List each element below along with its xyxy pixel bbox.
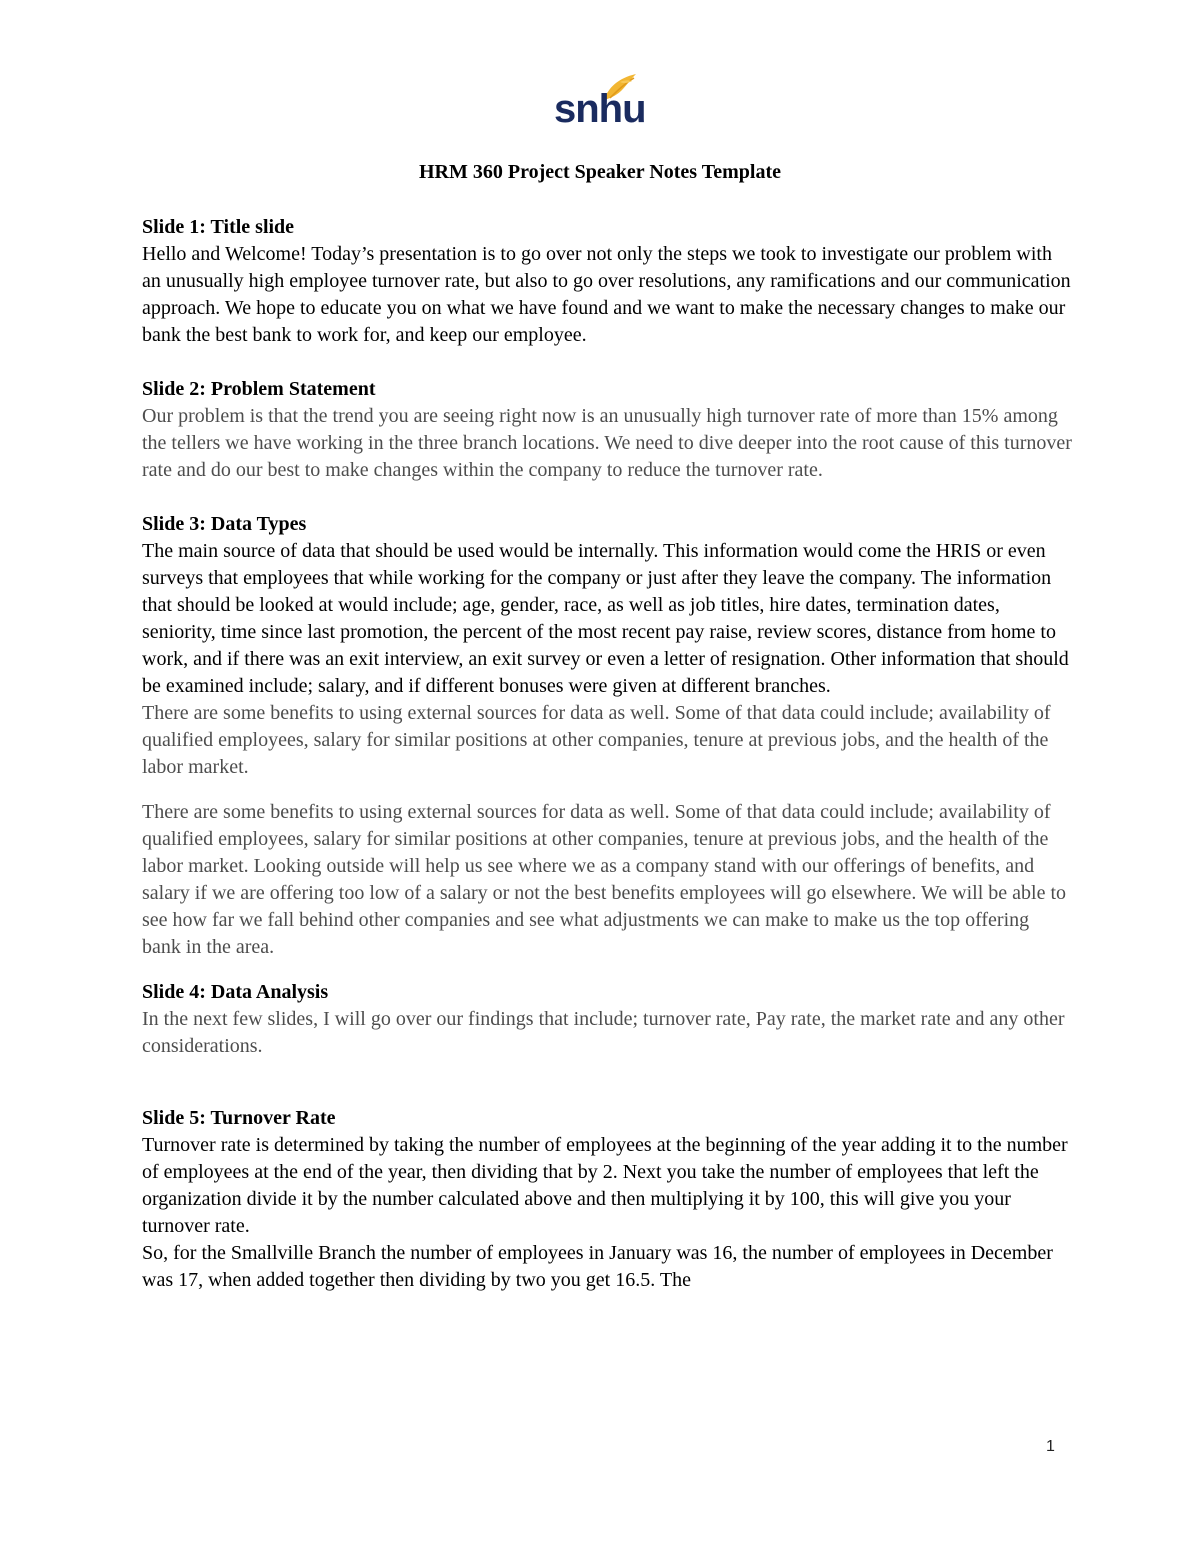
slide-1-paragraph: Hello and Welcome! Today’s presentation is to go over not only the steps we took to investigate our problem with an unusually high employee turnover rate, but also to go over resolutions, any ramifications and our communication approach. We hope to educate you on what we have found and we want to make the necessary changes to make our bank the best bank to work for, and keep our employee. — [142, 243, 1071, 346]
slide-2-paragraph: Our problem is that the trend you are seeing right now is an unusually high turnover rate of more than 15% among the tellers we have working in the three branch locations. We need to dive deeper into the root cause of this turnover rate and do our best to make changes within the company to reduce the turnover rate. — [142, 405, 1072, 481]
slide-3-heading: Slide 3: Data Types — [142, 513, 307, 535]
slide-4-heading: Slide 4: Data Analysis — [142, 981, 329, 1003]
document-title: HRM 360 Project Speaker Notes Template — [419, 161, 781, 183]
slide-5-notes — [142, 1105, 1072, 1294]
slide-2-notes — [142, 376, 1072, 484]
slide-4-notes — [142, 979, 1072, 1060]
document-body — [142, 214, 1072, 1294]
slide-3-notes — [142, 511, 1072, 961]
slide-2-heading: Slide 2: Problem Statement — [142, 378, 376, 400]
slide-5-heading: Slide 5: Turnover Rate — [142, 1107, 336, 1129]
slide-5-paragraph-method: Turnover rate is determined by taking the number of employees at the beginning of the year adding it to the number of employees at the end of the year, then dividing that by 2. Next you take the number of employees that left the organization divide it by the number calculated above and then multiplying it by 100, this will give you your turnover rate. — [142, 1134, 1068, 1237]
snhu-logo — [552, 72, 646, 134]
slide-3-paragraph-internal: The main source of data that should be used would be internally. This information would come the HRIS or even surveys that employees that while working for the company or just after they leave the company. The information that should be looked at would include; age, gender, race, as well as job titles, hire dates, termination dates, seniority, time since last promotion, the percent of the most recent pay raise, review scores, distance from home to work, and if there was an exit interview, an exit survey or even a letter of resignation. Other information that should be examined include; salary, and if different bonuses were given at different branches. — [142, 540, 1069, 697]
page-number: 1 — [1046, 1438, 1055, 1455]
slide-1-heading: Slide 1: Title slide — [142, 216, 295, 238]
slide-1-notes — [142, 214, 1072, 349]
logo-wordmark: snhu — [554, 87, 646, 131]
slide-4-paragraph: In the next few slides, I will go over our findings that include; turnover rate, Pay rate, the market rate and any other considerations. — [142, 1008, 1065, 1057]
slide-3-paragraph-external-expanded: There are some benefits to using external sources for data as well. Some of that data could include; availability of qualified employees, salary for similar positions at other companies, tenure at previous jobs, and the health of the labor market. Looking outside will help us see where we as a company stand with our offerings of benefits, and salary if we are offering too low of a salary or not the best benefits employees will go elsewhere. We will be able to see how far we fall behind other companies and see what adjustments we can make to make us the top offering bank in the area. — [142, 801, 1067, 958]
slide-5-paragraph-example: So, for the Smallville Branch the number of employees in January was 16, the number of employees in December was 17, when added together then dividing by two you get 16.5. The — [142, 1242, 1053, 1291]
slide-3-paragraph-external: There are some benefits to using external sources for data as well. Some of that data could include; availability of qualified employees, salary for similar positions at other companies, tenure at previous jobs, and the health of the labor market. — [142, 702, 1051, 778]
